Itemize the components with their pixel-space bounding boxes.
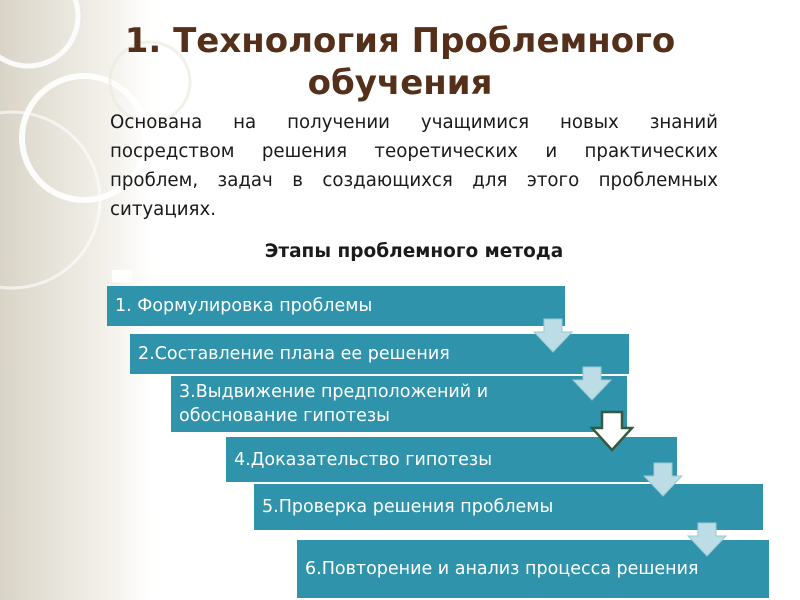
down-arrow-icon	[572, 366, 612, 402]
step-2-label: 2.Составление плана ее решения	[138, 344, 450, 364]
step-5-label: 5.Проверка решения проблемы	[262, 497, 554, 517]
stages-heading: Этапы проблемного метода	[264, 241, 564, 262]
down-arrow-outline-icon	[590, 410, 634, 452]
step-1	[107, 286, 565, 326]
step-1-label: 1. Формулировка проблемы	[115, 296, 373, 316]
down-arrow-icon	[687, 522, 727, 558]
step-3	[171, 376, 627, 432]
cover-patch	[112, 270, 132, 282]
slide-title: 1. Технология Проблемного обучения	[124, 21, 676, 103]
step-4-label: 4.Доказательство гипотезы	[234, 449, 493, 470]
step-6-label: 6.Повторение и анализ процесса решения	[305, 559, 699, 579]
down-arrow-icon	[533, 318, 573, 354]
down-arrow-icon	[643, 462, 683, 498]
slide-description: Основана на получении учащимися новых знаний посредством решения теоретических и практических проблем, задач в создающихся для этого проблемных ситуациях.	[110, 112, 718, 220]
step-3-label: 3.Выдвижение предположений и обоснование гипотезы	[179, 382, 489, 426]
